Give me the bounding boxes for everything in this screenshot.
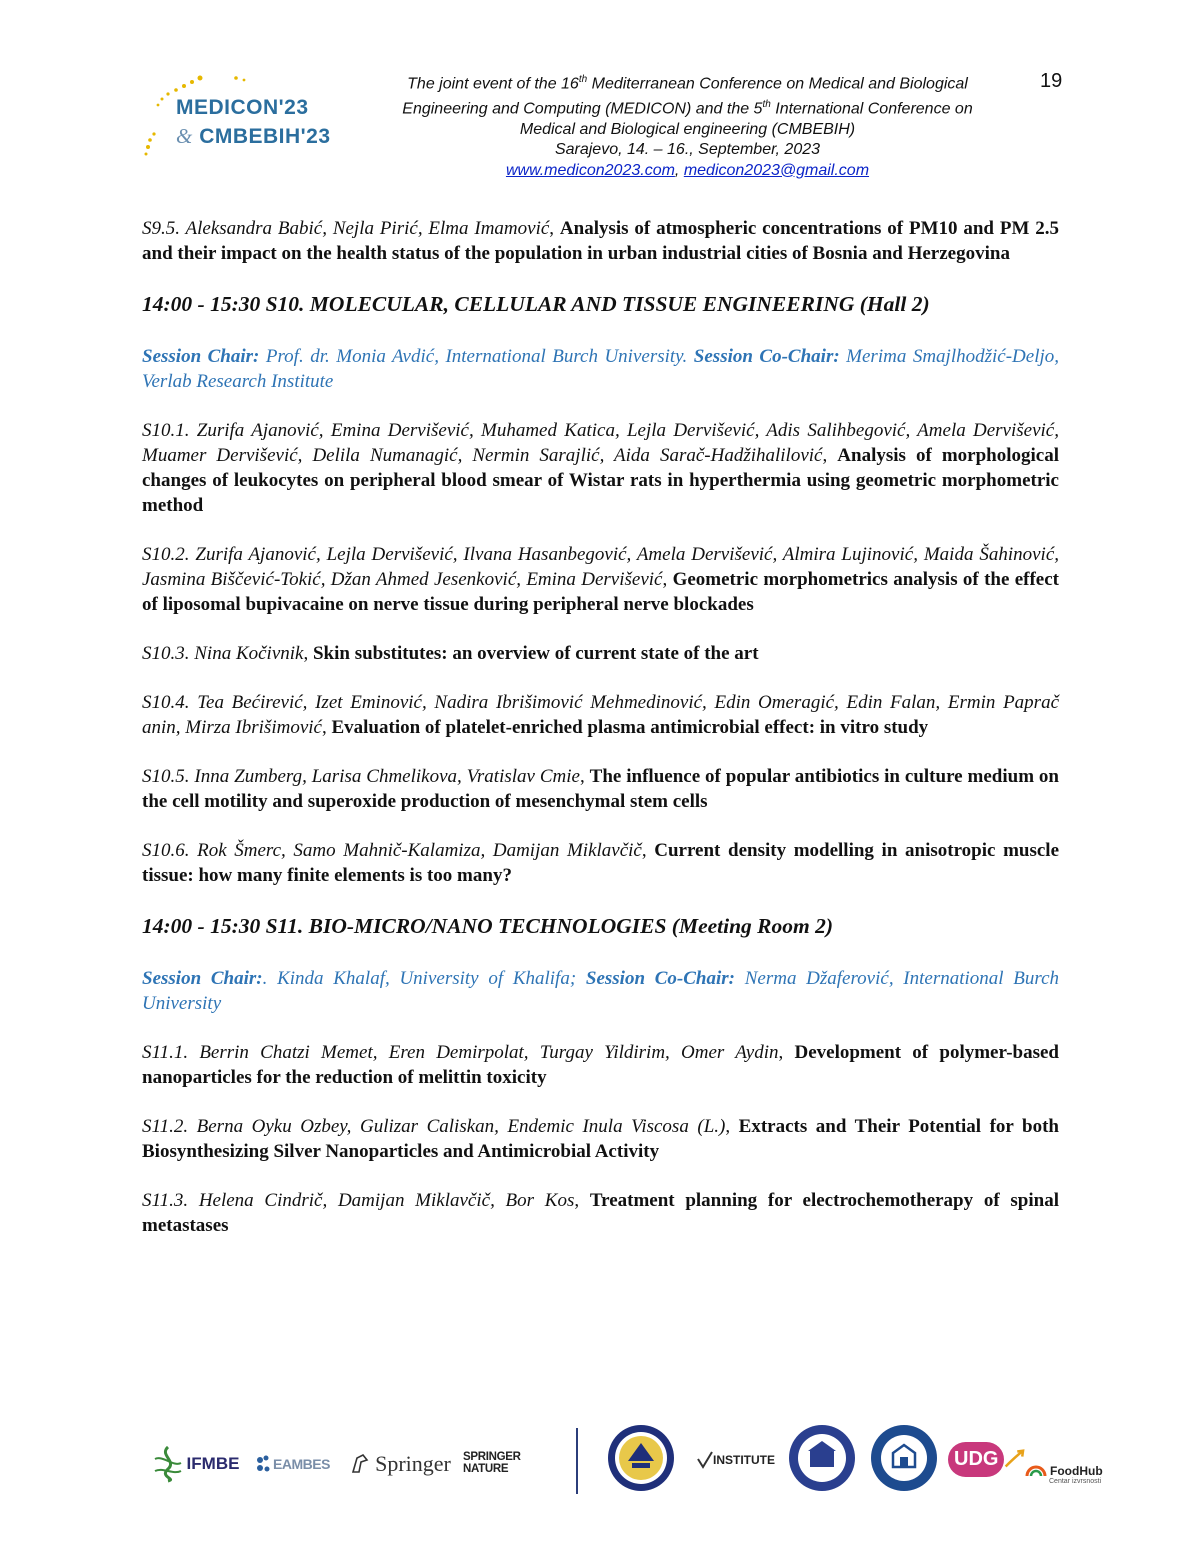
- cochair-label: Session Co-Chair:: [585, 968, 735, 989]
- eambes-emblem-icon: [255, 1454, 273, 1474]
- logo-text-cmbebih: [176, 124, 331, 149]
- logo-ampersand: &: [176, 124, 193, 148]
- footer-divider: [576, 1428, 578, 1494]
- banja-luka-seal-icon: [869, 1423, 939, 1493]
- paper-title: Treatment planning for electrochemotherapy of spinal metastases: [142, 1190, 1059, 1236]
- paper-authors: S10.6. Rok Šmerc, Samo Mahnič-Kalamiza, Damijan Miklavčič: [142, 840, 642, 861]
- page-number: 19: [1040, 70, 1063, 92]
- paper-entry: S10.4. Tea Bećirević, Izet Eminović, Nadira Ibrišimović Mehmedinović, Edin Omeragić, Edin Falan, Ermin Paprač anin, Mirza Ibrišimović, Evaluation of platelet-enriched plasma antimicrobial effect: in vitro study: [142, 692, 1059, 738]
- website-link[interactable]: www.medicon2023.com: [505, 161, 675, 179]
- paper-title: Current density modelling in anisotropic muscle tissue: how many finite elements is too many?: [142, 840, 1059, 886]
- paper-entry: S10.3. Nina Kočivnik, Skin substitutes: an overview of current state of the art: [142, 643, 759, 664]
- university-seal-icon: [606, 1423, 676, 1493]
- logo-cmbebih-label: CMBEBIH'23: [199, 125, 331, 148]
- institute-logo: INSTITUTE: [696, 1442, 776, 1478]
- session-heading-s11: 14:00 - 15:30 S11. BIO-MICRO/NANO TECHNOLOGIES (Meeting Room 2): [142, 914, 834, 938]
- header-line-3: Medical and Biological engineering (CMBEBIH): [519, 120, 856, 138]
- foodhub-arc-icon: [1025, 1465, 1047, 1477]
- udg-arrow-icon: [1004, 1446, 1026, 1472]
- paper-authors: S10.3. Nina Kočivnik: [142, 643, 304, 664]
- paper-authors: S10.1. Zurifa Ajanović, Emina Dervišević, Muhamed Katica, Lejla Dervišević, Adis Salihbegović, Amela Dervišević, Muamer Dervišević, Delila Numanagić, Nermin Sarajlić, Aida Sarač-Hadžihalilović: [142, 420, 1059, 466]
- paper-authors: S11.1. Berrin Chatzi Memet, Eren Demirpolat, Turgay Yildirim, Omer Aydin: [142, 1042, 779, 1063]
- session-chairs-s10: [142, 344, 1059, 394]
- paper-authors: S10.2. Zurifa Ajanović, Lejla Dervišević, Ilvana Hasanbegović, Amela Dervišević, Almira Lujinović, Maida Šahinović, Jasmina Biščević-Tokić, Džan Ahmed Jesenković, Emina Dervišević: [142, 544, 1059, 590]
- session-heading-s10: 14:00 - 15:30 S10. MOLECULAR, CELLULAR AND TISSUE ENGINEERING (Hall 2): [142, 292, 930, 316]
- paper-authors: S10.5. Inna Zumberg, Larisa Chmelikova, Vratislav Cmie: [142, 766, 580, 787]
- foodhub-logo: FoodHub Centar izvrsnosti: [1025, 1454, 1120, 1494]
- paper-entry: S11.1. Berrin Chatzi Memet, Eren Demirpolat, Turgay Yildirim, Omer Aydin, Development of polymer-based nanoparticles for the reduction of melittin toxicity: [142, 1042, 1060, 1088]
- paper-title: Extracts and Their Potential for both Biosynthesizing Silver Nanoparticles and Antimicrobial Activity: [142, 1116, 1059, 1162]
- udg-logo: UDG: [948, 1434, 1026, 1484]
- header-line-2: Engineering and Computing (MEDICON) and the 5th International Conference on: [402, 98, 973, 118]
- chair-label: Session Chair:: [142, 346, 260, 367]
- paper-entry: S9.5. Aleksandra Babić, Nejla Pirić, Elma Imamović, Analysis of atmospheric concentrations of PM10 and PM 2.5 and their impact on the health status of the population in urban industrial cities of Bosnia and Herzegovina: [142, 218, 1059, 264]
- paper-authors: S10.4. Tea Bećirević, Izet Eminović, Nadira Ibrišimović Mehmedinović, Edin Omeragić, Edin Falan, Ermin Paprač anin, Mirza Ibrišimović: [142, 692, 1059, 738]
- paper-title: Evaluation of platelet-enriched plasma antimicrobial effect: in vitro study: [331, 717, 929, 738]
- paper-entry: S10.6. Rok Šmerc, Samo Mahnič-Kalamiza, Damijan Miklavčič, Current density modelling in anisotropic muscle tissue: how many finite elements is too many?: [142, 840, 1059, 886]
- ifmbe-logo: IFMBE: [145, 1444, 245, 1484]
- email-link[interactable]: medicon2023@gmail.com: [683, 161, 870, 179]
- paper-entry: S10.5. Inna Zumberg, Larisa Chmelikova, Vratislav Cmie, The influence of popular antibiotics in culture medium on the cell motility and superoxide production of mesenchymal stem cells: [142, 766, 1060, 812]
- logo-text-medicon: MEDICON'23: [176, 96, 309, 119]
- paper-title: Geometric morphometrics analysis of the effect of liposomal bupivacaine on nerve tissue during peripheral nerve blockades: [142, 569, 1060, 615]
- paper-title: Analysis of morphological changes of leukocytes on peripheral blood smear of Wistar rats in hyperthermia using geometric morphometric method: [142, 445, 1060, 516]
- medicon-logo: [140, 68, 340, 168]
- chair-name: Prof. dr. Monia Avdić, International Burch University.: [259, 346, 694, 367]
- cochair-label: Session Co-Chair:: [693, 346, 840, 367]
- paper-title: Development of polymer-based nanoparticles for the reduction of melittin toxicity: [142, 1042, 1060, 1088]
- chair-label: Session Chair:: [142, 968, 263, 989]
- cochair-name: Nerma Džaferović, International Burch University: [142, 968, 1060, 1014]
- eambes-logo: EAMBES: [250, 1446, 335, 1482]
- conference-info: [355, 70, 1020, 181]
- sarajevo-seal-icon: [787, 1423, 857, 1493]
- paper-authors: S9.5. Aleksandra Babić, Nejla Pirić, Elma Imamović: [142, 218, 550, 239]
- paper-title: Skin substitutes: an overview of current state of the art: [312, 643, 759, 664]
- paper-authors: S11.3. Helena Cindrič, Damijan Miklavčič, Bor Kos: [142, 1190, 575, 1211]
- header-line-1: The joint event of the 16th Mediterranean Conference on Medical and Biological: [407, 74, 968, 93]
- paper-entry: S10.2. Zurifa Ajanović, Lejla Dervišević, Ilvana Hasanbegović, Amela Dervišević, Almira Lujinović, Maida Šahinović, Jasmina Biščević-Tokić, Džan Ahmed Jesenković, Emina Dervišević, Geometric morphometrics analysis of the effect of liposomal bupivacaine on nerve tissue during peripheral nerve blockades: [142, 544, 1060, 615]
- institute-check-icon: [697, 1451, 713, 1469]
- foodhub-row: FoodHub: [1025, 1464, 1103, 1478]
- springer-nature-logo: SPRINGER NATURE: [463, 1451, 521, 1475]
- paper-entry: S10.1. Zurifa Ajanović, Emina Dervišević, Muhamed Katica, Lejla Dervišević, Adis Salihbegović, Amela Dervišević, Muamer Dervišević, Delila Numanagić, Nermin Sarajlić, Aida Sarač-Hadžihalilović, Analysis of morphological changes of leukocytes on peripheral blood smear of Wistar rats in hyperthermia using geometric morphometric method: [142, 420, 1060, 516]
- springer-logo: Springer: [345, 1444, 455, 1484]
- university-seal-logo: [605, 1422, 677, 1494]
- chair-name: . Kinda Khalaf, University of Khalifa;: [262, 968, 586, 989]
- cochair-name: Merima Smajlhodžić-Deljo, Verlab Research Institute: [142, 346, 1059, 392]
- program-content: [142, 216, 1059, 1262]
- session-chairs-s11: [142, 966, 1059, 1016]
- paper-title: Analysis of atmospheric concentrations of PM10 and PM 2.5 and their impact on the health status of the population in urban industrial cities of Bosnia and Herzegovina: [142, 218, 1059, 264]
- paper-title: The influence of popular antibiotics in culture medium on the cell motility and superoxide production of mesenchymal stem cells: [142, 766, 1060, 812]
- springer-horse-icon: [349, 1452, 371, 1476]
- paper-entry: S11.2. Berna Oyku Ozbey, Gulizar Caliskan, Endemic Inula Viscosa (L.), Extracts and Their Potential for both Biosynthesizing Silver Nanoparticles and Antimicrobial Activity: [142, 1116, 1059, 1162]
- paper-authors: S11.2. Berna Oyku Ozbey, Gulizar Caliskan, Endemic Inula Viscosa (L.): [142, 1116, 726, 1137]
- page-header: [0, 62, 1200, 182]
- sponsor-logos: [140, 1418, 1120, 1518]
- sarajevo-university-seal: [786, 1422, 858, 1494]
- ifmbe-emblem-icon: [151, 1445, 185, 1483]
- paper-entry: S11.3. Helena Cindrič, Damijan Miklavčič, Bor Kos, Treatment planning for electrochemotherapy of spinal metastases: [142, 1190, 1059, 1236]
- banja-luka-university-seal: [868, 1422, 940, 1494]
- header-line-4: Sarajevo, 14. – 16., September, 2023: [554, 141, 821, 159]
- header-links: www.medicon2023.com, medicon2023@gmail.com: [505, 161, 870, 179]
